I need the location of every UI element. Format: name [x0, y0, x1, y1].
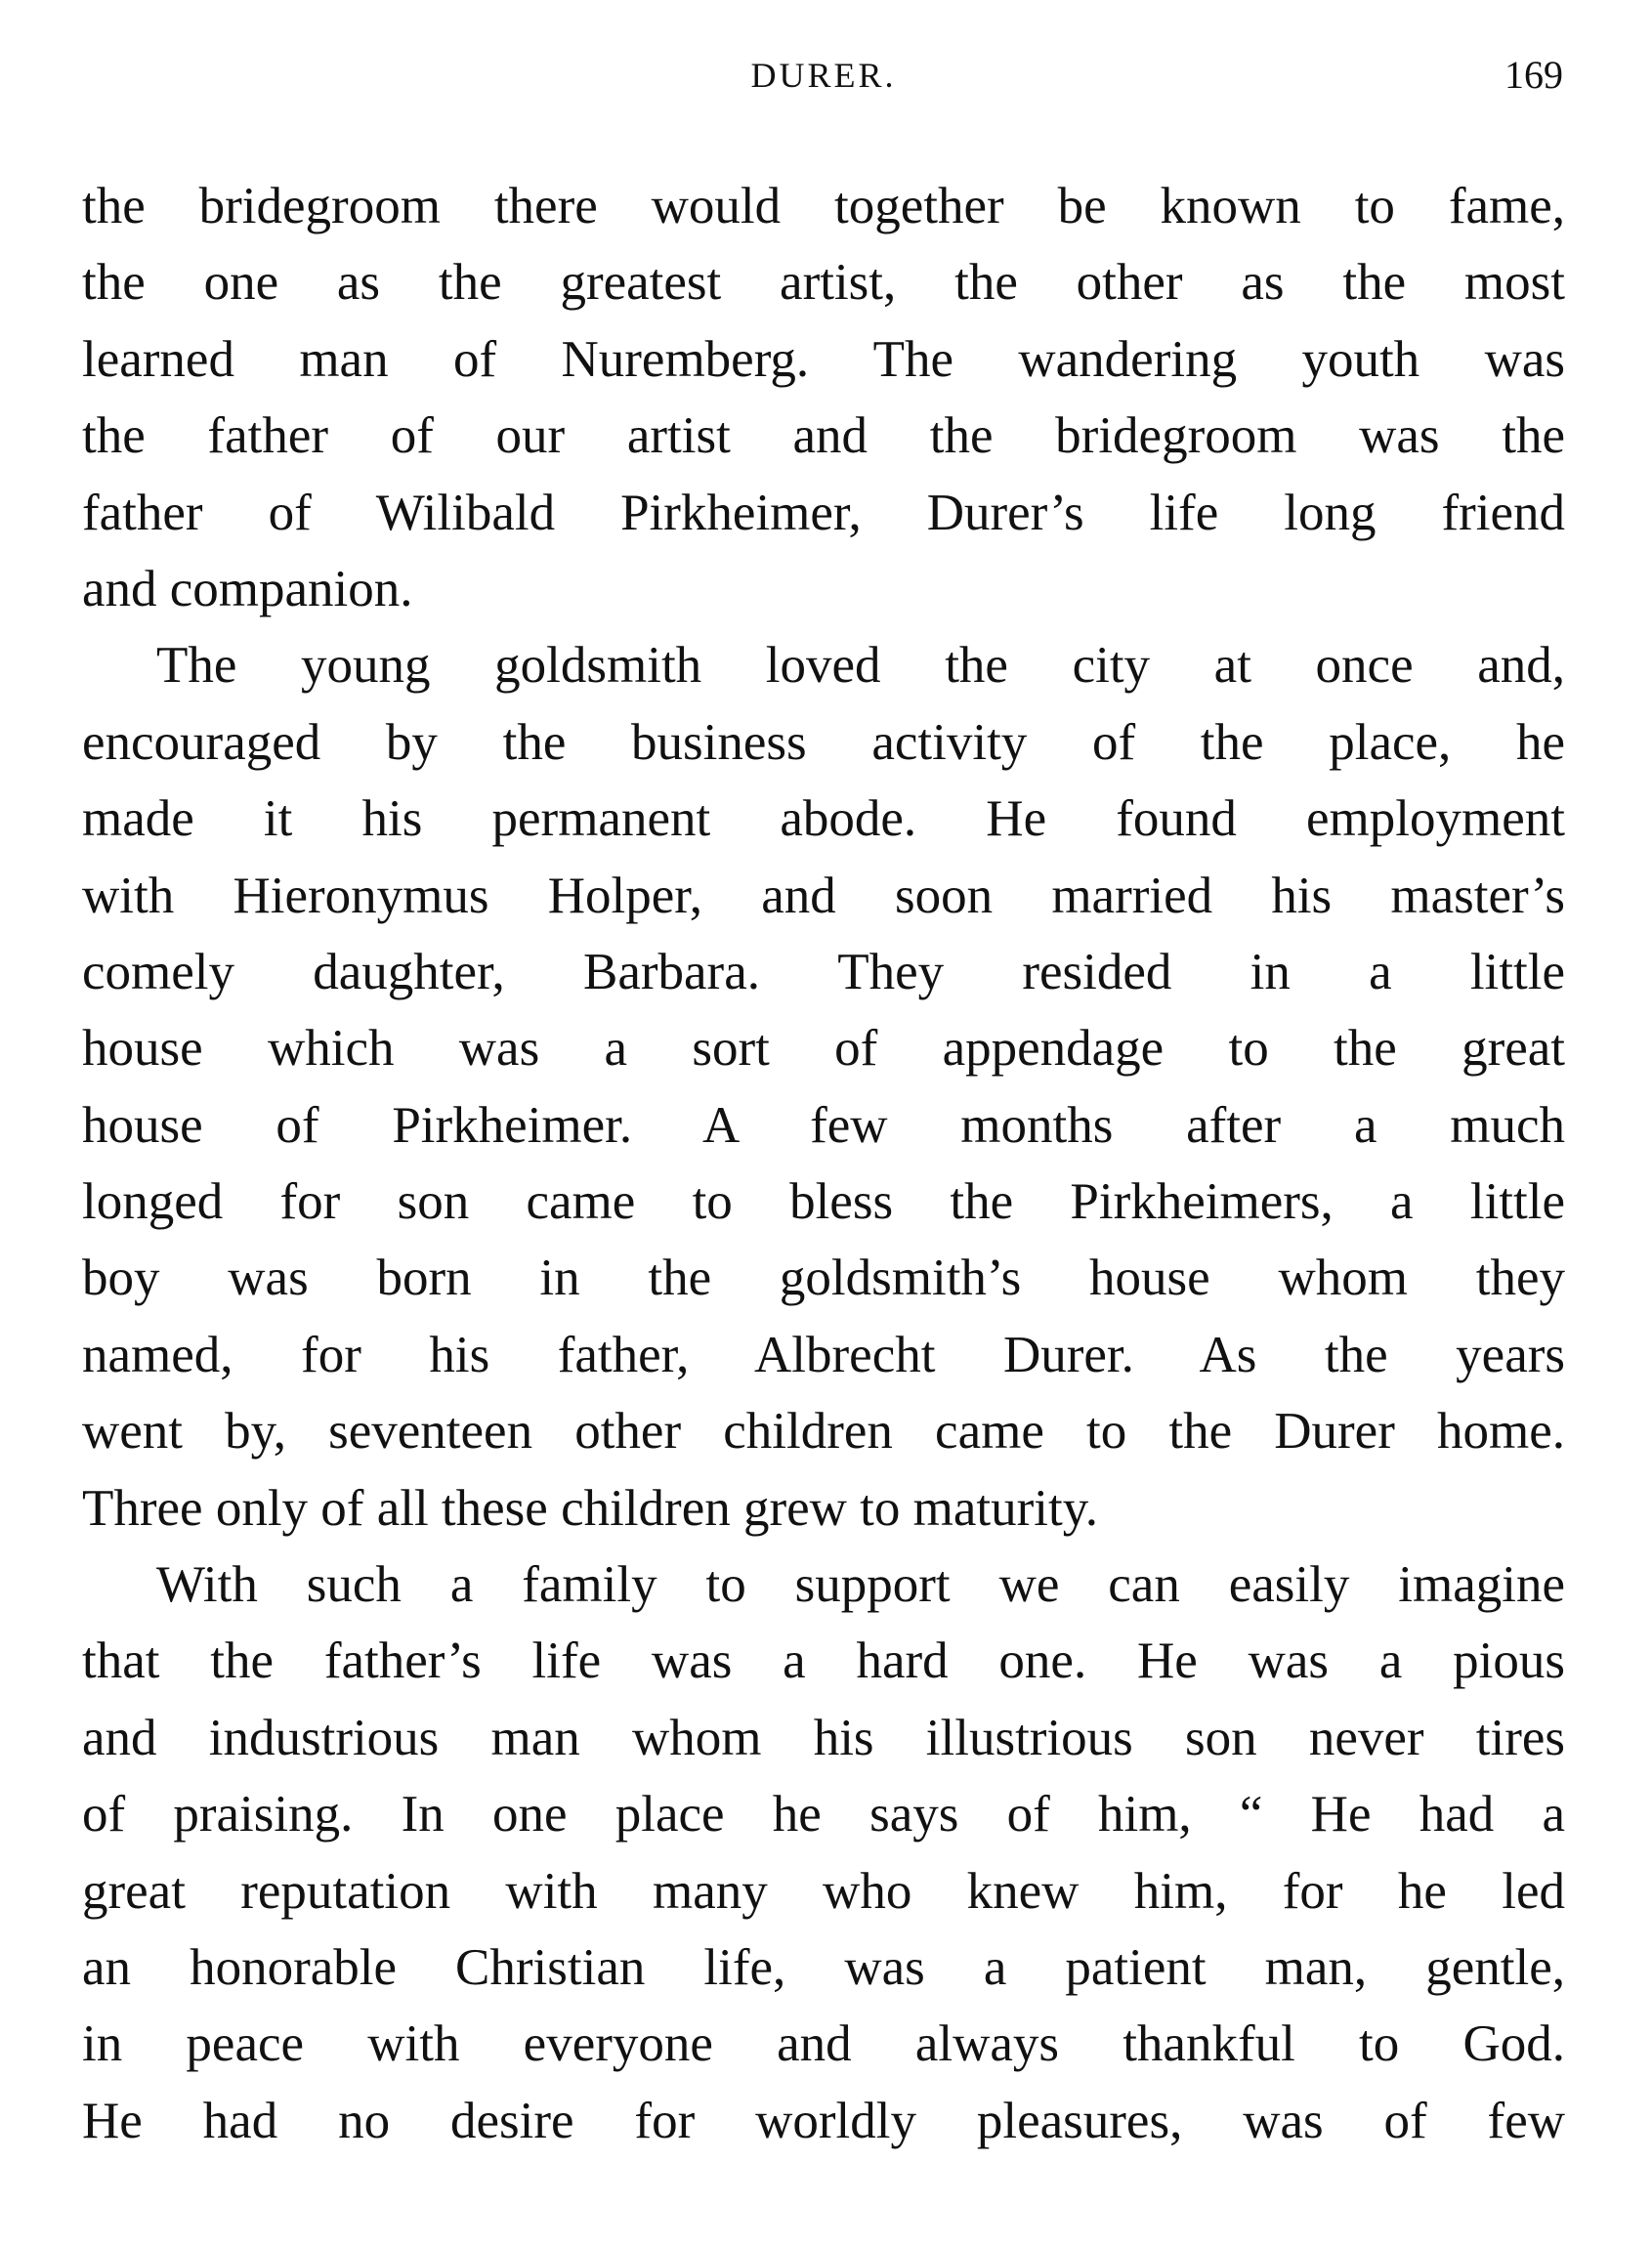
text-line: comely daughter, Barbara. They resided in a little [82, 943, 1565, 1000]
text-line: with Hieronymus Holper, and soon married his master’s [82, 867, 1565, 924]
text-line: encouraged by the business activity of the place, he [82, 713, 1565, 771]
paragraph-end-line: and companion. [82, 560, 413, 617]
paragraph-start-line: With such a family to support we can easily imagine [156, 1556, 1565, 1614]
page-number: 169 [1504, 53, 1563, 97]
text-line: in peace with everyone and always thankful to God. [82, 2015, 1565, 2073]
text-line: He had no desire for worldly pleasures, was of few [82, 2092, 1565, 2149]
text-line: that the father’s life was a hard one. He was a pious [82, 1632, 1565, 1690]
text-line: went by, seventeen other children came to the Durer home. [82, 1403, 1565, 1461]
text-line: longed for son came to bless the Pirkheimers, a little [82, 1173, 1565, 1231]
running-head [84, 51, 1563, 100]
text-line: boy was born in the goldsmith’s house whom they [82, 1250, 1565, 1307]
paragraph-end-line: Three only of all these children grew to maturity. [82, 1479, 1099, 1537]
text-line: and industrious man whom his illustrious son never tires [82, 1709, 1565, 1766]
text-line: made it his permanent abode. He found employment [82, 790, 1565, 848]
text-line: the father of our artist and the bridegroom was the [82, 407, 1565, 465]
paragraph-start-line: The young goldsmith loved the city at once and, [156, 637, 1565, 695]
text-line: great reputation with many who knew him, for he led [82, 1862, 1565, 1920]
text-line: the one as the greatest artist, the other as the most [82, 254, 1565, 312]
text-line: the bridegroom there would together be known to fame, [82, 178, 1565, 234]
running-title: DURER. [750, 56, 897, 95]
text-line: house of Pirkheimer. A few months after a much [82, 1096, 1565, 1154]
body-text [82, 168, 1565, 2159]
text-line: an honorable Christian life, was a patient man, gentle, [82, 1938, 1565, 1996]
text-line: named, for his father, Albrecht Durer. As the years [82, 1326, 1565, 1383]
text-line: house which was a sort of appendage to the great [82, 1020, 1565, 1078]
text-line: father of Wilibald Pirkheimer, Durer’s life long friend [82, 484, 1565, 541]
text-line: of praising. In one place he says of him, “ He had a [82, 1786, 1565, 1844]
text-line: learned man of Nuremberg. The wandering youth was [82, 330, 1565, 388]
